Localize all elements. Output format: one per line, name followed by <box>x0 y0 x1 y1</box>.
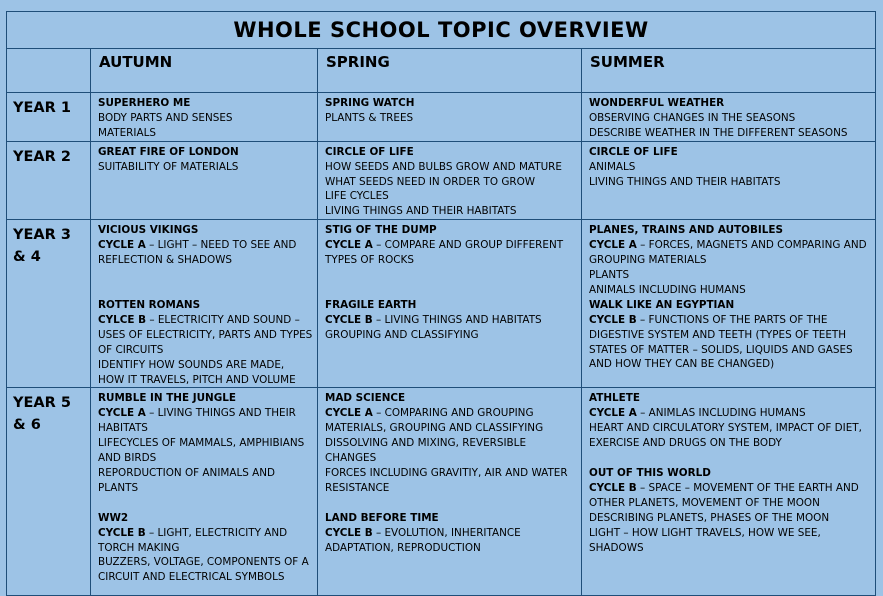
topic-cell-spring <box>318 141 582 220</box>
topic-heading: MAD SCIENCE <box>325 392 406 405</box>
topic-line: WHAT SEEDS NEED IN ORDER TO GROW <box>325 175 536 188</box>
table-row <box>7 220 876 388</box>
topic-cell-autumn <box>91 93 318 142</box>
topic-heading: ROTTEN ROMANS <box>98 298 201 311</box>
title-row <box>7 12 876 49</box>
cycle-label: CYCLE A <box>589 407 637 420</box>
year-label: YEAR 2 <box>7 141 91 220</box>
cycle-label: CYCLE A <box>98 239 146 252</box>
topic-heading: PLANES, TRAINS AND AUTOBILES <box>589 224 783 237</box>
topic-heading: CIRCLE OF LIFE <box>325 145 414 158</box>
topic-heading: SUPERHERO ME <box>98 97 191 109</box>
topic-cell-summer <box>582 93 876 142</box>
topic-line: FORCES INCLUDING GRAVITIY, AIR AND WATER RESISTANCE <box>325 466 568 494</box>
topic-heading: ATHLETE <box>589 392 640 405</box>
topic-line: ANIMALS <box>589 160 636 173</box>
topic-cell-autumn <box>91 141 318 220</box>
cycle-label: CYCLE A <box>98 407 146 420</box>
topic-cell-spring <box>318 93 582 142</box>
topic-heading: LAND BEFORE TIME <box>325 511 439 524</box>
year-label: YEAR 3 & 4 <box>7 220 91 388</box>
topic-heading: FRAGILE EARTH <box>325 298 417 311</box>
topic-cell-autumn <box>91 388 318 596</box>
topic-line: CYCLE B – LIGHT, ELECTRICITY AND TORCH MAKING <box>98 526 288 554</box>
cycle-label: CYCLE B <box>325 526 373 539</box>
topic-line: HOW SEEDS AND BULBS GROW AND MATURE <box>325 160 562 173</box>
topic-line: IDENTIFY HOW SOUNDS ARE MADE, HOW IT TRAVELS, PITCH AND VOLUME <box>98 358 296 386</box>
topic-heading: CIRCLE OF LIFE <box>589 145 678 158</box>
topic-line: CYCLE B – LIVING THINGS AND HABITATS <box>325 313 542 326</box>
topic-cell-summer <box>582 141 876 220</box>
cycle-label: CYCLE A <box>325 407 373 420</box>
topic-line: CYCLE A – LIVING THINGS AND THEIR HABITATS <box>98 407 296 435</box>
cycle-label: CYCLE B <box>589 481 637 494</box>
topic-line: CYCLE A – FORCES, MAGNETS AND COMPARING AND GROUPING MATERIALS <box>589 239 867 267</box>
topic-heading: RUMBLE IN THE JUNGLE <box>98 392 236 405</box>
topic-line: LIVING THINGS AND THEIR HABITATS <box>325 205 517 218</box>
topic-cell-spring <box>318 388 582 596</box>
topic-heading: OUT OF THIS WORLD <box>589 467 711 480</box>
topic-line: DESCRIBE WEATHER IN THE DIFFERENT SEASONS <box>589 126 848 139</box>
topic-heading: GREAT FIRE OF LONDON <box>98 145 239 158</box>
topic-heading: WONDERFUL WEATHER <box>589 97 725 109</box>
topic-line: DISSOLVING AND MIXING, REVERSIBLE CHANGES <box>325 437 527 465</box>
topic-heading: SPRING WATCH <box>325 97 415 109</box>
topic-line: CYCLE B – FUNCTIONS OF THE PARTS OF THE DIGESTIVE SYSTEM AND TEETH (TYPES OF TEETH <box>589 313 847 341</box>
topic-line: LIFECYCLES OF MAMMALS, AMPHIBIANS AND BIRDS <box>98 437 305 465</box>
table-row <box>7 93 876 142</box>
topic-line: CYCLE A – COMPARE AND GROUP DIFFERENT TYPES OF ROCKS <box>325 239 564 267</box>
topic-line: ANIMALS INCLUDING HUMANS <box>589 283 746 296</box>
topic-cell-summer <box>582 388 876 596</box>
topic-line: PLANTS & TREES <box>325 111 414 124</box>
topic-line: PLANTS <box>589 268 630 281</box>
topic-line: GROUPING AND CLASSIFYING <box>325 328 479 341</box>
table-row <box>7 388 876 596</box>
topic-line: CYCLE B – EVOLUTION, INHERITANCE <box>325 526 521 539</box>
table-row <box>7 141 876 220</box>
topic-line: CYCLE A – ANIMLAS INCLUDING HUMANS <box>589 407 806 420</box>
topic-line: LIFE CYCLES <box>325 190 389 203</box>
topic-line: ADAPTATION, REPRODUCTION <box>325 541 481 554</box>
season-header-autumn: AUTUMN <box>91 49 318 93</box>
corner-cell <box>7 49 91 93</box>
topic-line: MATERIALS <box>98 126 156 139</box>
cycle-label: CYCLE A <box>589 239 637 252</box>
season-header-row <box>7 49 876 93</box>
topic-line: CYCLE A – COMPARING AND GROUPING MATERIALS, GROUPING AND CLASSIFYING <box>325 407 544 435</box>
topic-heading: STIG OF THE DUMP <box>325 224 437 237</box>
season-header-spring: SPRING <box>318 49 582 93</box>
topic-line: CYLCE B – ELECTRICITY AND SOUND – USES OF ELECTRICITY, PARTS AND TYPES OF CIRCUITS <box>98 313 313 356</box>
topic-heading: WALK LIKE AN EGYPTIAN <box>589 298 735 311</box>
cycle-label: CYCLE A <box>325 239 373 252</box>
topic-line: CYCLE A – LIGHT – NEED TO SEE AND REFLECTION & SHADOWS <box>98 239 297 267</box>
topic-line: LIVING THINGS AND THEIR HABITATS <box>589 175 781 188</box>
topic-line: HEART AND CIRCULATORY SYSTEM, IMPACT OF DIET, EXERCISE AND DRUGS ON THE BODY <box>589 422 862 450</box>
topic-line: STATES OF MATTER – SOLIDS, LIQUIDS AND GASES AND HOW THEY CAN BE CHANGED) <box>589 343 853 371</box>
cycle-label: CYCLE B <box>98 526 146 539</box>
topic-overview-table <box>6 11 876 596</box>
topic-line: BUZZERS, VOLTAGE, COMPONENTS OF A CIRCUIT AND ELECTRICAL SYMBOLS <box>98 556 309 584</box>
topic-cell-autumn <box>91 220 318 388</box>
topic-cell-summer <box>582 220 876 388</box>
topic-cell-spring <box>318 220 582 388</box>
topic-line: REPORDUCTION OF ANIMALS AND PLANTS <box>98 466 276 494</box>
year-label: YEAR 1 <box>7 93 91 142</box>
cycle-label: CYCLE B <box>589 313 637 326</box>
topic-heading: VICIOUS VIKINGS <box>98 224 199 237</box>
topic-line: OBSERVING CHANGES IN THE SEASONS <box>589 111 796 124</box>
topic-heading: WW2 <box>98 511 129 524</box>
topic-line: LIGHT – HOW LIGHT TRAVELS, HOW WE SEE, SHADOWS <box>589 526 821 554</box>
topic-line: DESCRIBING PLANETS, PHASES OF THE MOON <box>589 511 830 524</box>
season-header-summer: SUMMER <box>582 49 876 93</box>
page-title: WHOLE SCHOOL TOPIC OVERVIEW <box>7 12 876 49</box>
cycle-label: CYCLE B <box>325 313 373 326</box>
topic-line: SUITABILITY OF MATERIALS <box>98 160 239 173</box>
year-label: YEAR 5 & 6 <box>7 388 91 596</box>
topic-line: CYCLE B – SPACE – MOVEMENT OF THE EARTH AND OTHER PLANETS, MOVEMENT OF THE MOON <box>589 481 859 509</box>
cycle-label: CYLCE B <box>98 313 147 326</box>
topic-line: BODY PARTS AND SENSES <box>98 111 233 124</box>
